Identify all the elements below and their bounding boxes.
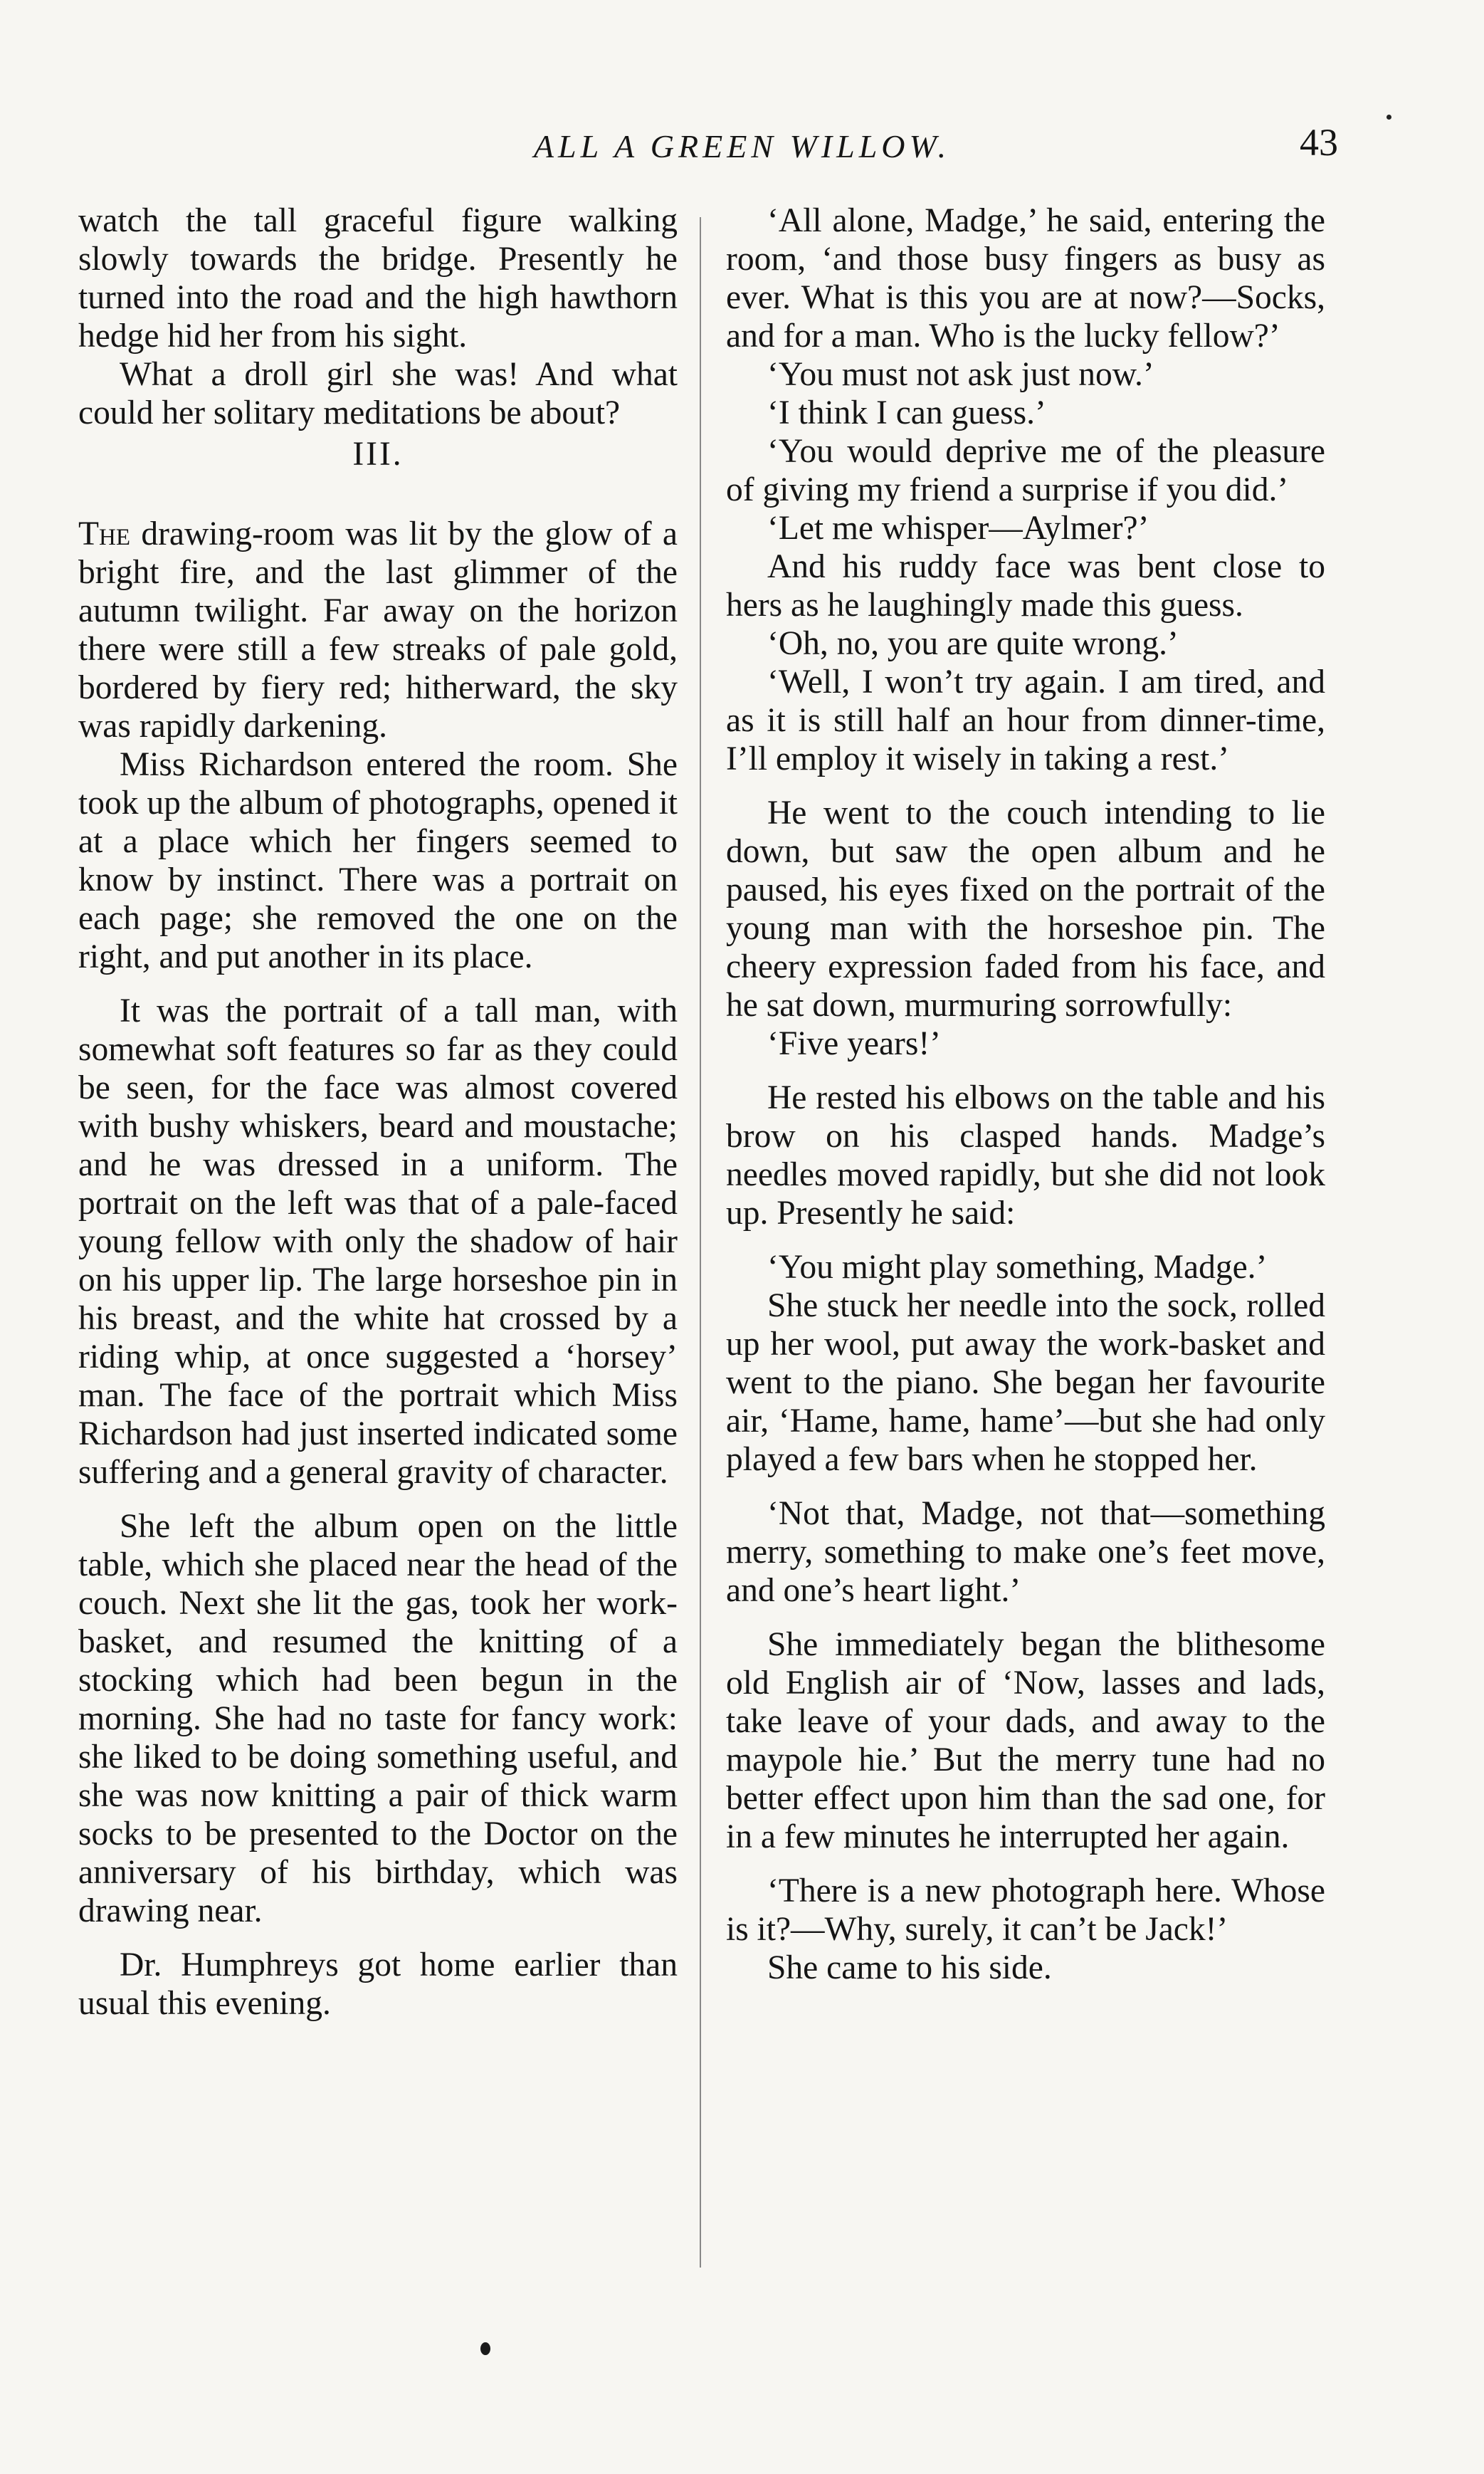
paragraph: ‘Well, I won’t try again. I am tired, and as it is still half an hour from dinner-time, I’ll employ it wisely in taking a rest.’ [726,664,1325,777]
footer-ornament [480,2342,490,2355]
section-heading: III. [352,436,404,473]
paragraph: What a droll girl she was! And what could her solitary meditations be about? [78,356,678,431]
paragraph: It was the portrait of a tall man, with somewhat soft features so far as they could be seen, for the face was almost covered with bushy whiskers, beard and moustache; and he was dressed in a uniform. The portrait on the left was that of a pale-faced young fellow with only the shadow of hair on his upper lip. The large horseshoe pin in his breast, and the white hat crossed by a riding whip, at once suggested a ‘horsey’ man. The face of the portrait which Miss Richardson had just inserted indicated some suffering and a general gravity of character. [78,992,678,1491]
paragraph-text: drawing-room was lit by the glow of a bright fire, and the last glimmer of the autumn twilight. Far away on the horizon there were still a few streaks of pale gold, bordered by fiery red; hitherward, the sky was rapidly darkening. [78,515,678,745]
paragraph: ‘I think I can guess.’ [767,394,1046,431]
page-header [0,117,1484,174]
paragraph: Miss Richardson entered the room. She took up the album of photographs, opened it at a place which her fingers seemed to know by instinct. There was a portrait on each page; she removed the one on the right, and put another in its place. [78,746,678,975]
paragraph: She came to his side. [767,1949,1052,1986]
paragraph: ‘You must not ask just now.’ [767,356,1154,393]
left-column [78,201,678,2023]
paragraph: She stuck her needle into the sock, rolled up her wool, put away the work-basket and went to the piano. She began her favourite air, ‘Hame, hame, hame’—but she had only played a few bars when he stopped her. [726,1287,1325,1478]
paragraph: ‘You might play something, Madge.’ [767,1249,1268,1286]
column-divider [700,217,701,2268]
paragraph: ‘Not that, Madge, not that—something merry, something to make one’s feet move, and one’s heart light.’ [726,1495,1325,1609]
page-number: 43 [1300,121,1338,164]
paragraph: ‘Five years!’ [767,1025,941,1062]
paragraph: He rested his elbows on the table and his brow on his clasped hands. Madge’s needles moved rapidly, but she did not look up. Presently he said: [726,1079,1325,1232]
paragraph: ‘Oh, no, you are quite wrong.’ [767,625,1179,662]
paragraph: ‘There is a new photograph here. Whose is it?—Why, surely, it can’t be Jack!’ [726,1872,1325,1948]
paragraph: Dr. Humphreys got home earlier than usual this evening. [78,1946,678,2022]
paragraph: And his ruddy face was bent close to hers as he laughingly made this guess. [726,548,1325,624]
paragraph: She immediately began the blithesome old English air of ‘Now, lasses and lads, take leave of your dads, and away to the maypole hie.’ But the merry tune had no better effect upon him than the sad one, for in a few minutes he interrupted her again. [726,1626,1325,1855]
paragraph: She left the album open on the little table, which she placed near the head of the couch. Next she lit the gas, took her work-basket, and resumed the knitting of a stocking which had been begun in the morning. She had no taste for fancy work: she liked to be doing something useful, and she was now knitting a pair of thick warm socks to be presented to the Doctor on the anniversary of his birthday, which was drawing near. [78,1508,678,1929]
running-title: ALL A GREEN WILLOW. [533,128,951,164]
paragraph: ‘All alone, Madge,’ he said, entering the room, ‘and those busy fingers as busy as ever. What is this you are at now?—Socks, and for a man. Who is the lucky fellow?’ [726,202,1325,355]
paragraph: He went to the couch intending to lie down, but saw the open album and he paused, his eyes fixed on the portrait of the young man with the horseshoe pin. The cheery expression faded from his face, and he sat down, murmuring sorrowfully: [726,795,1325,1024]
paragraph: ‘You would deprive me of the pleasure of giving my friend a surprise if you did.’ [726,433,1325,508]
paragraph: watch the tall graceful figure walking slowly towards the bridge. Presently he turned into the road and the high hawthorn hedge hid her from his sight. [78,202,678,355]
paragraph [78,515,678,745]
drop-word: The [78,515,131,552]
paragraph: ‘Let me whisper—Aylmer?’ [767,510,1149,547]
right-column [726,201,1325,1987]
